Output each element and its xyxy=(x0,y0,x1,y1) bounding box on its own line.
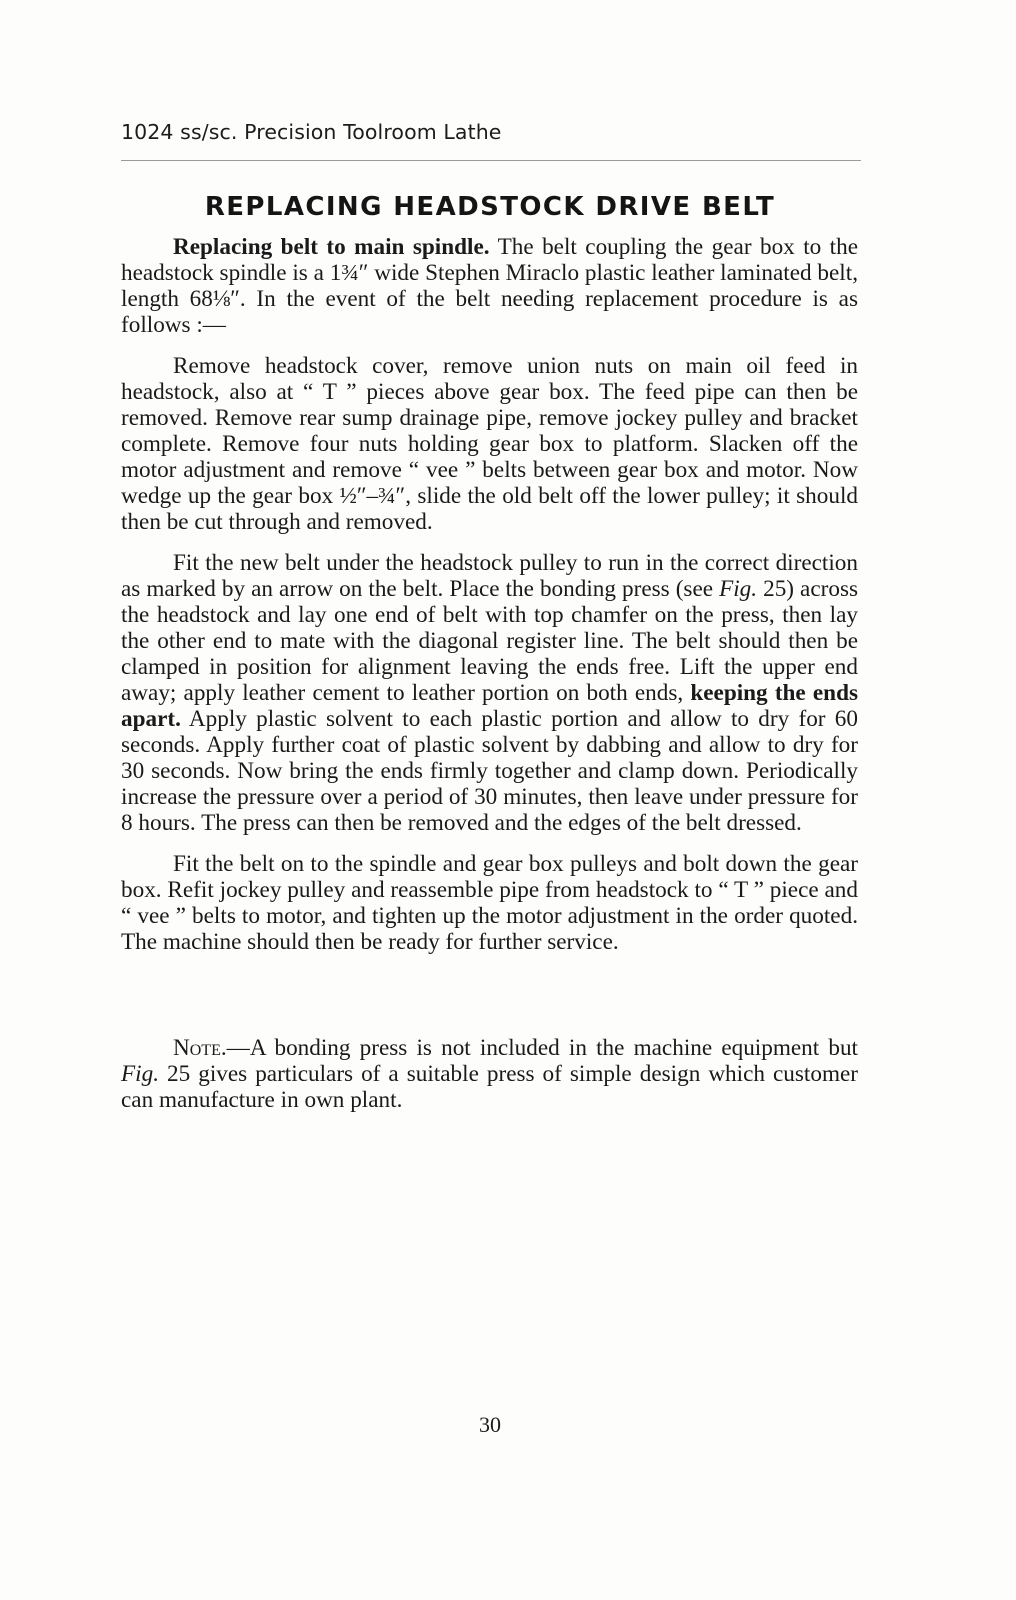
paragraph-1-text: The belt coupling the gear box to the headstock spindle is a 1¾″ wide Stephen Miraclo plastic leather laminated belt, length 68⅛″. In the event of the belt needing replacement procedure is as follows :— xyxy=(121,234,858,338)
paragraph-2 xyxy=(121,353,858,535)
paragraph-3-text-a: Fit the new belt under the headstock pulley to run in the correct direction as marked by an arrow on the belt. Place the bonding press (see xyxy=(121,550,858,602)
paragraph-4-text: Fit the belt on to the spindle and gear box pulleys and bolt down the gear box. Refit jockey pulley and reassemble pipe from headstock to “ T ” piece and “ vee ” belts to motor, and tighten up the motor adjustment in the order quoted. The machine should then be ready for further service. xyxy=(121,851,858,955)
figure-reference: Fig. xyxy=(719,576,758,602)
note-text-a: —A bonding press is not included in the machine equipment but xyxy=(226,1035,858,1061)
paragraph-4 xyxy=(121,851,858,955)
emphasis-text: keeping the ends apart. xyxy=(121,680,858,732)
header-rule xyxy=(121,160,861,161)
page-number: 30 xyxy=(479,1412,501,1437)
paragraph-1 xyxy=(121,234,858,338)
body-text xyxy=(121,234,858,1128)
paragraph-3 xyxy=(121,550,858,836)
paragraph-3-text-c: Apply plastic solvent to each plastic portion and allow to dry for 60 seconds. Apply further coat of plastic solvent by dabbing and allow to dry for 30 seconds. Now bring the ends firmly together and clamp down. Periodically increase the pressure over a period of 30 minutes, then leave under pressure for 8 hours. The press can then be removed and the edges of the belt dressed. xyxy=(121,706,858,836)
paragraph-2-text: Remove headstock cover, remove union nuts on main oil feed in headstock, also at “ T ” pieces above gear box. The feed pipe can then be removed. Remove rear sump drainage pipe, remove jockey pulley and bracket complete. Remove four nuts holding gear box to platform. Slacken off the motor adjustment and remove “ vee ” belts between gear box and motor. Now wedge up the gear box ½″–¾″, slide the old belt off the lower pulley; it should then be cut through and removed. xyxy=(121,353,858,535)
note-text-b: 25 gives particulars of a suitable press of simple design which customer can manufacture in own plant. xyxy=(121,1061,858,1113)
note-figure-reference: Fig. xyxy=(121,1061,159,1087)
section-title: REPLACING HEADSTOCK DRIVE BELT xyxy=(204,192,776,222)
run-in-heading: Replacing belt to main spindle. xyxy=(173,234,490,260)
paragraph-3-text-b: 25) across the headstock and lay one end of belt with top chamfer on the press, then lay the other end to mate with the diagonal register line. The belt should then be clamped in position for alignment leaving the ends free. Lift the upper end away; apply leather cement to leather portion on both ends, xyxy=(121,576,858,706)
note-paragraph xyxy=(121,1035,858,1113)
note-label: Note. xyxy=(173,1035,227,1061)
running-head: 1024 ss/sc. Precision Toolroom Lathe xyxy=(121,120,502,144)
